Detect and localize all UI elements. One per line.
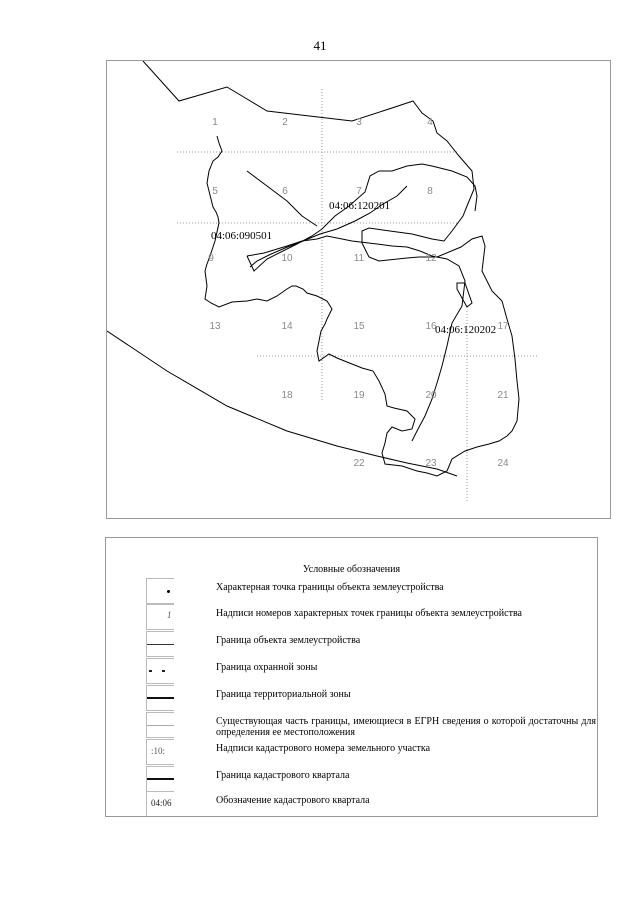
legend-item [146,631,596,655]
legend-item [146,578,596,602]
legend-item-text: Характерная точка границы объекта землеустройства [216,582,444,593]
point-label: 11 [353,253,365,264]
point-label: 22 [353,458,365,469]
legend-item-text: Граница объекта землеустройства [216,635,361,646]
cadastral-quarter-label-symbol: 04:06 [146,791,174,817]
legend-item-text: Надписи номеров характерных точек границы объекта землеустройства [216,608,522,619]
legend-item-text: Надписи кадастрового номера земельного участка [216,743,431,754]
point-label: 12 [425,253,437,264]
cadastral-quarter-label: 04:06:120201 [329,200,391,212]
point-label: 24 [497,458,509,469]
legend-item [146,658,596,682]
legend-item-text: Граница кадастрового квартала [216,770,350,781]
legend-item-text: Существующая часть границы, имеющиеся в ЕГРН сведения о которой достаточны для определения ее местоположения [216,716,596,738]
quarter-boundary [247,236,465,441]
point-label: 21 [497,390,509,401]
point-label: 1 [212,117,218,128]
quarter-boundary [247,171,317,226]
quarter-labels [211,200,496,336]
legend-item-text: Граница охранной зоны [216,662,318,673]
legend-item-text: Обозначение кадастрового квартала [216,795,370,806]
point-label: 8 [427,186,433,197]
point-label: 17 [497,321,509,332]
legend-item [146,791,596,815]
point-label: 20 [425,390,437,401]
point-label: 14 [281,321,293,332]
point-label: 5 [212,186,218,197]
point-label: 13 [209,321,221,332]
legend [105,537,598,817]
protection-zone-boundary-symbol [146,658,174,684]
legend-item [146,685,596,709]
legend-item [146,604,596,628]
legend-item-text: Граница территориальной зоны [216,689,351,700]
point-label: 10 [281,253,293,264]
coastline [107,331,457,476]
territory-boundary [143,61,519,476]
point-label: 3 [356,117,362,128]
legend-title: Условные обозначения [302,564,401,575]
point-label: 23 [425,458,437,469]
point-label: 6 [282,186,288,197]
existing-boundary-symbol [146,712,174,738]
territorial-zone-boundary-symbol [146,685,174,711]
point-label: 16 [425,321,437,332]
cadastral-quarter-boundary-symbol [146,766,174,792]
legend-item [146,766,596,790]
page-number: 41 [313,38,327,53]
parcel-number-label-symbol: :10: [146,739,174,765]
legend-item [146,739,596,763]
characteristic-point-symbol [146,578,174,604]
cadastral-quarter-label: 04:06:090501 [211,230,273,242]
cadastral-map [107,61,610,518]
legend-item [146,712,596,736]
point-label: 18 [281,390,293,401]
cadastral-quarter-label: 04:06:120202 [435,324,497,336]
point-label: 19 [353,390,365,401]
point-label: 9 [208,253,214,264]
point-label: 4 [427,117,433,128]
object-boundary-symbol [146,631,174,657]
point-number-label-symbol: 1 [146,604,174,630]
point-label: 2 [282,117,288,128]
grid-crosses [177,89,537,501]
boundaries [107,61,519,476]
map-frame [106,60,611,519]
point-label: 7 [356,186,362,197]
object-boundary [250,186,407,267]
point-label: 15 [353,321,365,332]
